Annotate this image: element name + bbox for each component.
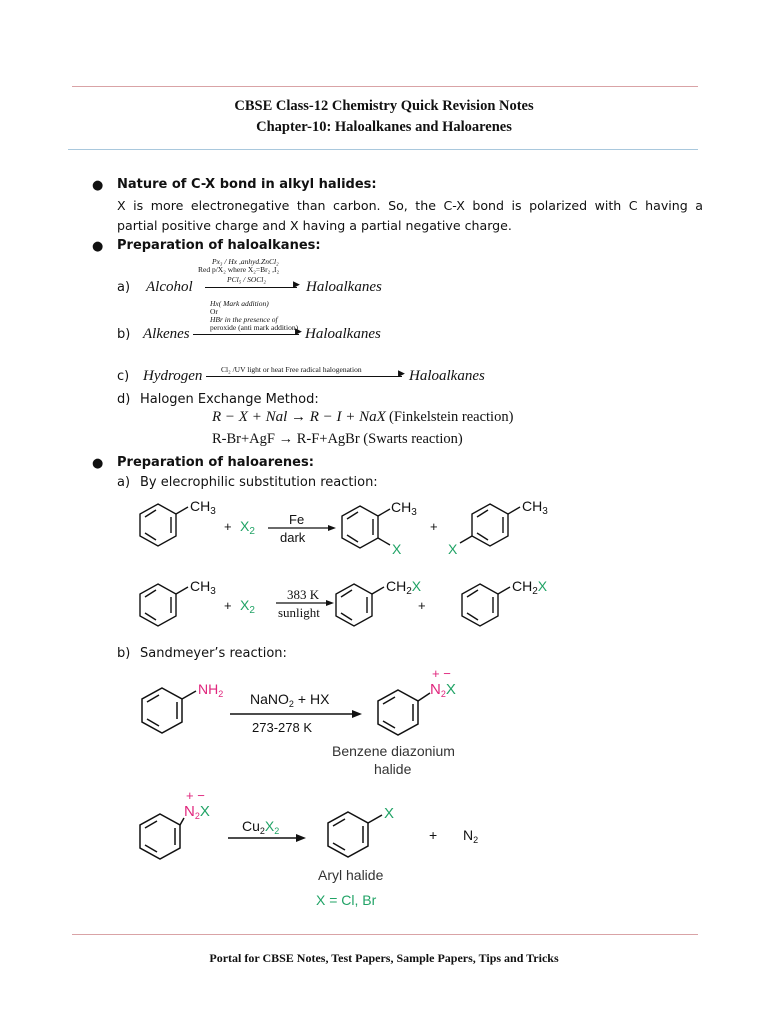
product-name-line-2: halide: [374, 761, 412, 777]
cx-bond-line-2: partial positive charge and X having a partial negative charge.: [117, 218, 512, 233]
product-name-line-1: Benzene diazonium: [332, 743, 455, 759]
product-haloalkanes-c: Haloalkanes: [409, 368, 485, 384]
x2-reagent: $X_2$: [240, 518, 255, 537]
reaction-arrow: [206, 376, 402, 377]
reaction-arrow: [193, 334, 299, 335]
arrow-head-icon: [296, 834, 306, 842]
plus-sign: +: [224, 598, 232, 613]
item-label-c: c): [117, 369, 130, 384]
condition-c: Cl₂ /UV light or heat Free radical halogenation: [221, 365, 362, 374]
cx-bond-line-1: X is more electronegative than carbon. So, the C-X bond is polarized with C having a: [117, 198, 703, 213]
toluene-structure: [140, 584, 188, 626]
arrow-head-icon: ▶: [295, 327, 302, 337]
n2x-group: $N_2X$: [430, 681, 456, 699]
benzyl-halide-structure: [336, 584, 384, 626]
section-heading-haloalkanes: Preparation of haloalkanes:: [117, 238, 321, 253]
product-haloalkanes-b: Haloalkanes: [305, 326, 381, 342]
arrow-head-icon: [326, 600, 334, 606]
arrow-head-icon: ▶: [293, 280, 300, 290]
condition-a-2: Red p/X₂ where X₂=Br₂ ,I₂: [198, 265, 280, 274]
diazonium-structure: [140, 814, 184, 859]
n2-product: $N_2$: [463, 827, 479, 845]
aniline-structure: [142, 688, 196, 733]
condition-a-3: PCl₅ / SOCl₂: [227, 275, 266, 284]
ch3-label: $CH_3$: [190, 578, 216, 597]
ch3-label: $CH_3$: [522, 498, 548, 517]
plus-sign: +: [429, 827, 438, 843]
product-haloalkanes-a: Haloalkanes: [306, 279, 382, 295]
nh2-group: $NH_2$: [198, 681, 224, 699]
n2x-group: $N_2X$: [184, 803, 210, 821]
arrow-head-icon: [328, 525, 336, 531]
arrow-head-icon: ▶: [398, 369, 405, 379]
item-label-b: b): [117, 646, 131, 661]
item-label-a: a): [117, 475, 131, 490]
halogen-exchange-heading: Halogen Exchange Method:: [140, 392, 319, 407]
plus-sign: +: [430, 519, 438, 534]
x-substituent: X: [384, 805, 395, 822]
condition-383k: 383 K: [287, 587, 320, 602]
top-rule: [72, 86, 698, 87]
ch3-label: $CH_3$: [391, 499, 417, 518]
ch2x-label: $CH_2X$: [512, 578, 548, 597]
footer-rule: [72, 934, 698, 935]
page-title: CBSE Class-12 Chemistry Quick Revision Notes: [234, 98, 534, 114]
para-product-structure: [460, 504, 520, 546]
aryl-halide-structure: [328, 812, 382, 857]
scheme-electrophilic-substitution: [128, 494, 568, 564]
condition-b-4: peroxide (anti mark addition): [210, 323, 299, 332]
product-name: Aryl halide: [318, 867, 384, 883]
section-heading-cx-bond: Nature of C-X bond in alkyl halides:: [117, 177, 377, 192]
sandmeyer-label: Sandmeyer’s reaction:: [140, 646, 287, 661]
scheme-sandmeyer: [130, 784, 500, 914]
condition-a-1: Px₃ / Hx ,anhyd.ZnCl₂: [212, 257, 279, 266]
arrow-head-icon: [352, 710, 362, 718]
chapter-title: Chapter-10: Haloalkanes and Haloarenes: [256, 119, 512, 135]
bullet-icon: ●: [92, 456, 104, 471]
item-label-d: d): [117, 392, 131, 407]
electrophilic-substitution-label: By elecrophilic substitution reaction:: [140, 475, 378, 490]
charge-signs: + −: [432, 666, 451, 681]
toluene-structure: [140, 504, 188, 546]
bullet-icon: ●: [92, 239, 104, 254]
scheme-side-chain-halogenation: [128, 572, 578, 638]
header-rule: [68, 149, 698, 150]
reactant-alcohol: Alcohol: [146, 279, 193, 295]
bullet-icon: ●: [92, 178, 104, 193]
x-substituent: X: [448, 541, 458, 557]
finkelstein-name: (Finkelstein reaction): [389, 409, 514, 425]
x-definition: X = Cl, Br: [316, 892, 377, 908]
condition-b-2: Or: [210, 307, 218, 316]
temperature-condition: 273-278 K: [252, 720, 312, 735]
reaction-arrow: [205, 287, 297, 288]
condition-b-1: Hx( Mark addition): [210, 299, 269, 308]
item-label-a: a): [117, 280, 131, 295]
ortho-product-structure: [342, 506, 390, 548]
catalyst-fe: Fe: [289, 512, 305, 527]
reagent-cu2x2: $Cu_2X_2$: [242, 818, 280, 836]
condition-b-3: HBr in the presence of: [210, 315, 278, 324]
reagent-nano2: NaNO$_2$ + HX: [250, 691, 330, 709]
plus-sign: +: [224, 519, 232, 534]
section-heading-haloarenes: Preparation of haloarenes:: [117, 455, 314, 470]
diazonium-structure: [378, 690, 430, 735]
item-label-b: b): [117, 327, 131, 342]
scheme-diazotization: [130, 666, 490, 782]
plus-sign: +: [418, 598, 426, 613]
ch3-label: $CH_3$: [190, 498, 216, 517]
finkelstein-equation: R − X + Nal → R − I + NaX: [212, 409, 386, 425]
charge-signs: + −: [186, 788, 205, 803]
x-substituent: X: [392, 541, 402, 557]
condition-sunlight: sunlight: [278, 605, 320, 620]
benzyl-halide-structure: [462, 584, 510, 626]
ch2x-label: $CH_2X$: [386, 578, 422, 597]
reactant-hydrogen: Hydrogen: [143, 368, 203, 384]
reactant-alkenes: Alkenes: [143, 326, 190, 342]
condition-dark: dark: [280, 530, 306, 545]
footer-text: Portal for CBSE Notes, Test Papers, Sample Papers, Tips and Tricks: [209, 951, 559, 965]
swarts-equation: R-Br+AgF → R-F+AgBr (Swarts reaction): [212, 431, 463, 447]
x2-reagent: $X_2$: [240, 597, 255, 616]
